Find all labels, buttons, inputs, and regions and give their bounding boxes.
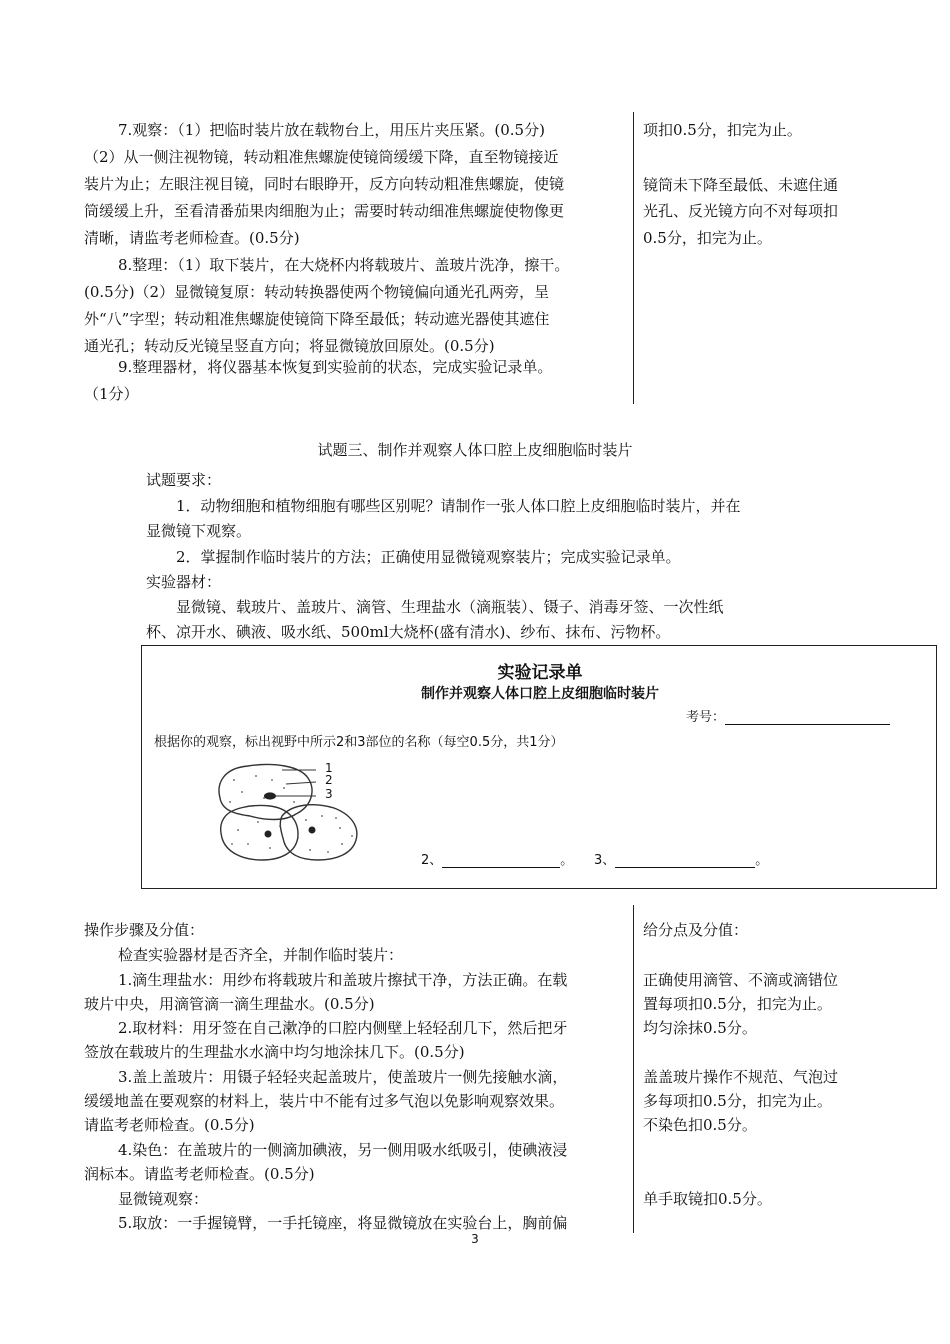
steps-heading: 操作步骤及分值： [84, 921, 205, 939]
record-title: 实验记录单 [497, 663, 583, 683]
scoring-note: 镜筒未下降至最低、未遮住通 [643, 176, 839, 194]
step-8-line: 通光孔；转动反光镜呈竖直方向；将显微镜放回原处。(0.5分) [84, 337, 495, 355]
step-9-line: （1分） [84, 385, 139, 403]
step-line: 检查实验器材是否齐全，并制作临时装片： [118, 946, 404, 964]
step-line: 签放在载玻片的生理盐水水滴中均匀地涂抹几下。(0.5分) [84, 1043, 465, 1061]
answer-2-blank[interactable] [442, 851, 560, 868]
step-7-line: 筒缓缓上升，至看清番茄果肉细胞为止；需要时转动细准焦螺旋使物像更 [84, 202, 565, 220]
answer-2-field[interactable] [421, 849, 573, 868]
materials-heading: 实验器材： [146, 573, 222, 591]
step-line: 1.滴生理盐水：用纱布将载玻片和盖玻片擦拭干净，方法正确。在载 [118, 971, 568, 989]
requirement-line: 显微镜下观察。 [146, 522, 252, 540]
diagram-label-2: 2 [325, 773, 333, 787]
requirement-line: 1．动物细胞和植物细胞有哪些区别呢？请制作一张人体口腔上皮细胞临时装片，并在 [176, 497, 741, 515]
scoring-heading: 给分点及分值： [643, 921, 749, 939]
answer-2-period: 。 [560, 853, 574, 868]
column-divider [633, 112, 634, 404]
step-7-line: 7.观察：（1）把临时装片放在载物台上，用压片夹压紧。(0.5分) [118, 121, 545, 139]
exam-number-label: 考号： [686, 710, 726, 725]
record-instruction: 根据你的观察，标出视野中所示2和3部位的名称（每空0.5分，共1分） [154, 735, 564, 750]
scoring-note: 项扣0.5分，扣完为止。 [643, 121, 802, 139]
step-7-line: （2）从一侧注视物镜，转动粗准焦螺旋使镜筒缓缓下降，直至物镜接近 [84, 148, 559, 166]
step-line: 5.取放：一手握镜臂，一手托镜座，将显微镜放在实验台上，胸前偏 [118, 1214, 568, 1232]
step-7-line: 清晰，请监考老师检查。(0.5分) [84, 229, 300, 247]
nucleus [265, 831, 272, 838]
scoring-note: 盖盖玻片操作不规范、气泡过 [643, 1068, 839, 1086]
diagram-label-3: 3 [325, 787, 333, 801]
record-sheet [141, 645, 937, 889]
record-subtitle: 制作并观察人体口腔上皮细胞临时装片 [421, 686, 659, 702]
page-number: 3 [471, 1232, 479, 1246]
exam-number-blank[interactable] [725, 708, 890, 725]
step-line: 2.取材料：用牙签在自己漱净的口腔内侧壁上轻轻刮几下，然后把牙 [118, 1019, 568, 1037]
cell-outline [221, 806, 298, 861]
requirement-line: 2．掌握制作临时装片的方法；正确使用显微镜观察装片；完成实验记录单。 [176, 548, 681, 566]
answer-3-blank[interactable] [615, 851, 755, 868]
cell-diagram [212, 758, 382, 863]
scoring-note: 置每项扣0.5分，扣完为止。 [643, 995, 832, 1013]
answer-3-field[interactable] [594, 849, 768, 868]
nucleus [309, 827, 316, 834]
step-7-line: 装片为止；左眼注视目镜，同时右眼睁开，反方向转动粗准焦螺旋，使镜 [84, 175, 565, 193]
scoring-note: 光孔、反光镜方向不对每项扣 [643, 202, 839, 220]
step-line: 缓缓地盖在要观察的材料上，装片中不能有过多气泡以免影响观察效果。 [84, 1092, 565, 1110]
answer-2-label: 2、 [421, 853, 443, 868]
diagram-label-1: 1 [325, 761, 333, 775]
answer-3-label: 3、 [594, 853, 616, 868]
scoring-note: 正确使用滴管、不滴或滴错位 [643, 971, 839, 989]
scoring-note: 单手取镜扣0.5分。 [643, 1190, 772, 1208]
exam-number-field[interactable] [686, 706, 890, 725]
question-title: 试题三、制作并观察人体口腔上皮细胞临时装片 [317, 441, 633, 459]
materials-line: 显微镜、载玻片、盖玻片、滴管、生理盐水（滴瓶装）、镊子、消毒牙签、一次性纸 [176, 598, 724, 616]
scoring-note: 0.5分，扣完为止。 [643, 229, 772, 247]
requirements-heading: 试题要求： [146, 471, 222, 489]
step-line: 润标本。请监考老师检查。(0.5分) [84, 1165, 315, 1183]
materials-line: 杯、凉开水、碘液、吸水纸、500ml大烧杯(盛有清水)、纱布、抹布、污物杯。 [146, 623, 671, 641]
step-8-line: 外“八”字型；转动粗准焦螺旋使镜筒下降至最低；转动遮光器使其遮住 [84, 310, 550, 328]
cell-outline [280, 805, 357, 860]
step-line: 显微镜观察： [118, 1190, 209, 1208]
answer-3-period: 。 [755, 853, 769, 868]
step-line: 玻片中央，用滴管滴一滴生理盐水。(0.5分) [84, 995, 375, 1013]
nucleus [264, 792, 276, 799]
scoring-note: 不染色扣0.5分。 [643, 1116, 757, 1134]
scoring-note: 多每项扣0.5分，扣完为止。 [643, 1092, 832, 1110]
step-8-line: (0.5分)（2）显微镜复原：转动转换器使两个物镜偏向通光孔两旁，呈 [84, 283, 550, 301]
column-divider [633, 905, 634, 1233]
step-9-line: 9.整理器材，将仪器基本恢复到实验前的状态，完成实验记录单。 [118, 358, 553, 376]
step-line: 请监考老师检查。(0.5分) [84, 1116, 255, 1134]
step-line: 3.盖上盖玻片：用镊子轻轻夹起盖玻片，使盖玻片一侧先接触水滴， [118, 1068, 568, 1086]
scoring-note: 均匀涂抹0.5分。 [643, 1019, 757, 1037]
step-8-line: 8.整理：（1）取下装片，在大烧杯内将载玻片、盖玻片洗净，擦干。 [118, 256, 570, 274]
step-line: 4.染色：在盖玻片的一侧滴加碘液，另一侧用吸水纸吸引，使碘液浸 [118, 1141, 568, 1159]
